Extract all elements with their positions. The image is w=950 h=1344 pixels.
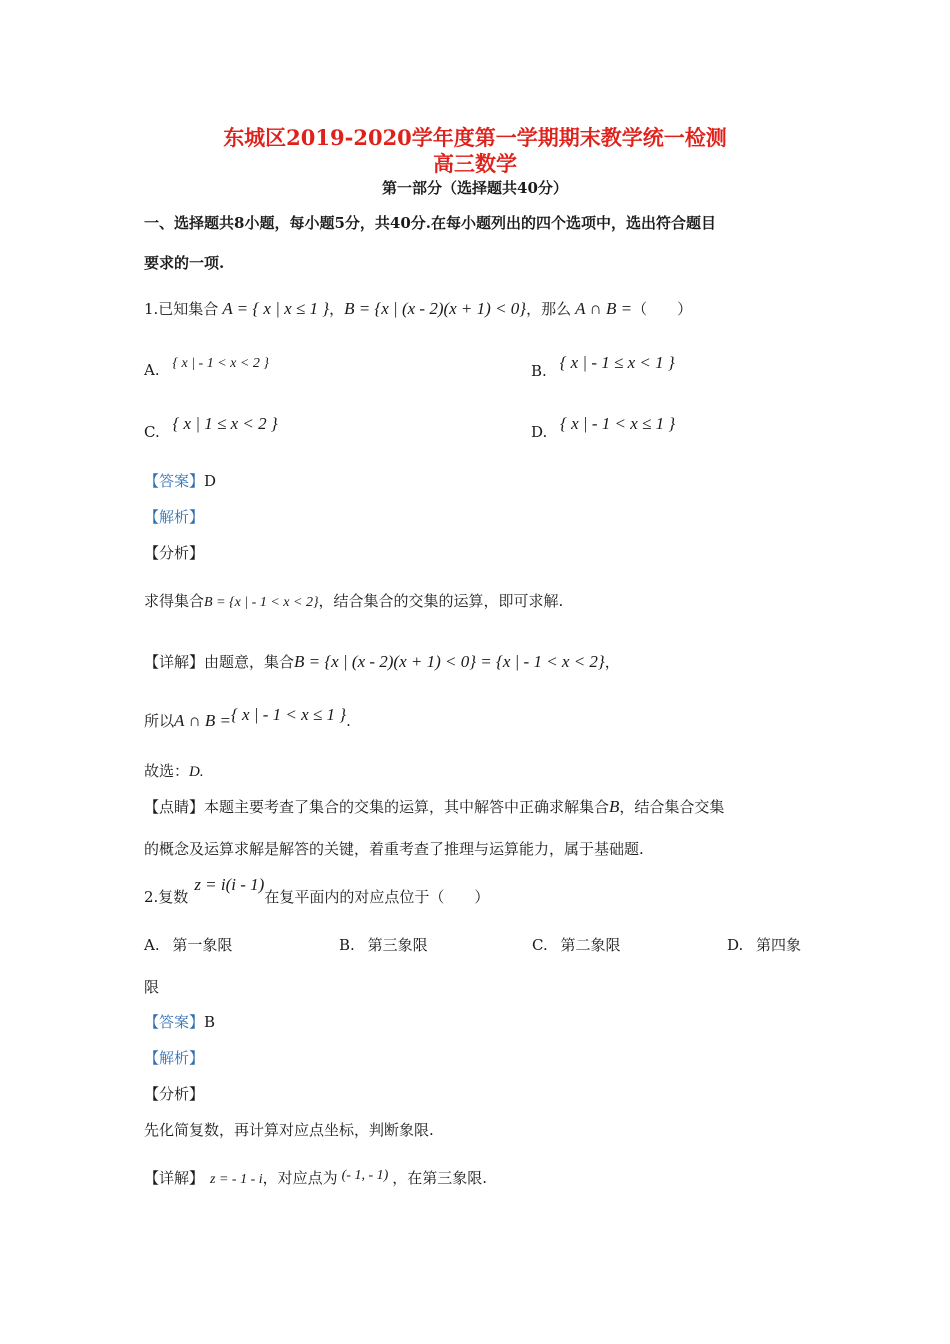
- q2-fenxi-tag: 【分析】: [144, 1085, 205, 1103]
- q1-option-c: [144, 414, 278, 442]
- q2-detail-math: z = - 1 - i: [210, 1172, 263, 1187]
- q1-set-b: B = {x | (x - 2)(x + 1) < 0}: [344, 299, 527, 318]
- q1-dianjing-line2: 的概念及运算求解是解答的关键，着重考查了推理与运算能力，属于基础题.: [144, 840, 644, 858]
- q1-dianjing-line1: [144, 796, 724, 817]
- q1-dianjing-math: B: [609, 797, 620, 816]
- q2-detail-point: (- 1, - 1): [341, 1168, 389, 1183]
- q1-dianjing-text-a: 本题主要考查了集合的交集的运算，其中解答中正确求解集合: [204, 798, 610, 816]
- part-heading: 第一部分（选择题共40分）: [382, 179, 568, 197]
- q1-option-d: [531, 414, 676, 442]
- section-intro-line1: 一、选择题共8小题，每小题5分，共40分.在每小题列出的四个选项中，选出符合题目: [144, 214, 716, 232]
- q1-so-prefix: 所以: [144, 712, 175, 730]
- q1-comma: ，: [329, 300, 345, 318]
- q2-option-b-label: B.: [339, 936, 355, 954]
- q1-set-a: A = { x | x ≤ 1 }: [222, 299, 330, 318]
- section-intro-line2: 要求的一项.: [144, 254, 225, 272]
- q1-option-a-label: A.: [144, 361, 160, 379]
- q1-detail-prefix: 由题意，集合: [204, 653, 295, 671]
- q1-option-c-label: C.: [144, 423, 160, 441]
- q1-so-suffix: .: [346, 712, 351, 730]
- q2-option-c: [532, 934, 621, 955]
- q2-fenxi-text: 先化简复数，再计算对应点坐标，判断象限.: [144, 1121, 434, 1139]
- q2-answer-value: B: [204, 1013, 216, 1031]
- q2-option-d-label: D.: [727, 936, 744, 954]
- q2-stem-prefix: 2.复数: [144, 888, 189, 906]
- q2-detail-mid: ，对应点为: [262, 1169, 338, 1187]
- q1-conclusion: [144, 705, 351, 731]
- q1-option-b: [531, 353, 675, 381]
- q1-so-math1: A ∩ B =: [174, 711, 231, 730]
- q2-stem: [144, 875, 490, 907]
- q1-dianjing-text-b: ，结合集合交集: [619, 798, 725, 816]
- q2-jiexi-tag: 【解析】: [144, 1049, 205, 1067]
- q2-option-d: [727, 934, 801, 955]
- document-title: 东城区2019-2020学年度第一学期期末教学统一检测: [223, 125, 727, 150]
- q1-answer: [144, 470, 216, 491]
- q1-stem-mid: ，那么: [526, 300, 572, 318]
- q1-fenxi: [144, 590, 563, 611]
- q1-option-a-math: { x | - 1 < x < 2 }: [172, 356, 269, 371]
- q1-option-a: [144, 356, 269, 380]
- q2-option-d-wrap: 限: [144, 978, 160, 996]
- q2-option-c-text: 第二象限: [560, 936, 621, 954]
- q1-option-d-label: D.: [531, 423, 548, 441]
- q1-choose-value: D.: [189, 764, 204, 780]
- q2-detail: [144, 1167, 487, 1188]
- q2-option-d-text: 第四象: [756, 936, 802, 954]
- q1-fenxi-prefix: 求得集合: [144, 592, 205, 610]
- q2-option-c-label: C.: [532, 936, 548, 954]
- q2-answer: [144, 1011, 215, 1032]
- document-subtitle: 高三数学: [433, 151, 517, 176]
- q2-option-b-text: 第三象限: [367, 936, 428, 954]
- q1-detail-tag: 【详解】: [144, 653, 205, 671]
- q1-fenxi-tag: 【分析】: [144, 544, 205, 562]
- q1-detail-suffix: ，: [604, 653, 620, 671]
- q2-option-a-text: 第一象限: [172, 936, 233, 954]
- q1-choose-prefix: 故选：: [144, 762, 190, 780]
- q1-option-d-math: { x | - 1 < x ≤ 1 }: [560, 414, 676, 433]
- q1-jiexi-tag: 【解析】: [144, 508, 205, 526]
- q1-option-c-math: { x | 1 ≤ x < 2 }: [172, 414, 278, 433]
- q1-choose: [144, 760, 204, 781]
- q1-answer-value: D: [204, 472, 217, 490]
- q2-math: z = i(i - 1): [194, 875, 265, 894]
- q1-intersection: A ∩ B =: [575, 299, 633, 318]
- q2-option-b: [339, 934, 428, 955]
- q2-option-a: [144, 934, 232, 955]
- q2-stem-suffix: 在复平面内的对应点位于（ ）: [264, 888, 490, 906]
- q1-fenxi-suffix: ，结合集合的交集的运算，即可求解.: [318, 592, 564, 610]
- q2-detail-tag: 【详解】: [144, 1169, 205, 1187]
- q1-stem-prefix: 1.已知集合: [144, 300, 219, 318]
- q1-paren: （ ）: [632, 300, 693, 318]
- q2-answer-tag: 【答案】: [144, 1013, 205, 1031]
- q1-stem: [144, 298, 692, 319]
- q1-detail-math: B = {x | (x - 2)(x + 1) < 0} = {x | - 1 < x < 2}: [294, 652, 605, 671]
- q1-detail: [144, 651, 620, 672]
- q1-answer-tag: 【答案】: [144, 472, 205, 490]
- q1-option-b-label: B.: [531, 362, 547, 380]
- q2-detail-suffix: ，在第三象限.: [392, 1169, 488, 1187]
- q2-option-a-label: A.: [144, 936, 160, 954]
- q1-dianjing-tag: 【点睛】: [144, 798, 205, 816]
- q1-fenxi-math: B = {x | - 1 < x < 2}: [204, 595, 319, 610]
- q1-option-b-math: { x | - 1 ≤ x < 1 }: [559, 353, 675, 372]
- q1-so-math2: { x | - 1 < x ≤ 1 }: [230, 705, 347, 724]
